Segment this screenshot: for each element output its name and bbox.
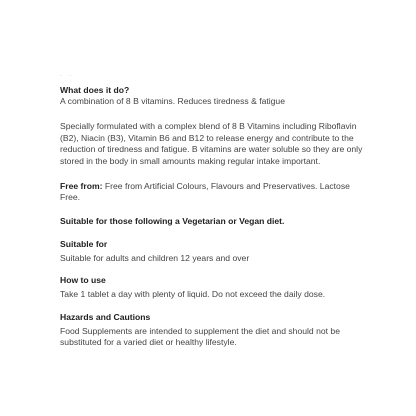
free-from-text-continued: Free. <box>60 192 81 203</box>
free-from-paragraph <box>60 181 390 192</box>
free-from-label: Free from: <box>60 181 103 192</box>
what-does-it-do-heading: What does it do? <box>60 85 130 95</box>
free-from-text: Free from Artificial Colours, Flavours and Preservatives. Lactose <box>102 181 350 192</box>
hazards-line: Food Supplements are intended to supplement the diet and should not be <box>60 325 340 336</box>
description-line: Specially formulated with a complex blend of 8 B Vitamins including Riboflavin <box>60 121 357 132</box>
description-line: stored in the body in small amounts making regular intake important. <box>60 155 321 166</box>
product-information <box>60 85 390 348</box>
hazards-heading: Hazards and Cautions <box>60 311 151 322</box>
what-does-it-do-text: A combination of 8 B vitamins. Reduces tiredness & fatigue <box>60 96 285 106</box>
how-to-use-heading: How to use <box>60 275 106 286</box>
description-line: (B2), Niacin (B3), Vitamin B6 and B12 to release energy and contribute to the <box>60 132 354 143</box>
stray-marks: . . <box>60 72 75 78</box>
how-to-use-text: Take 1 tablet a day with plenty of liquid. Do not exceed the daily dose. <box>60 289 326 300</box>
hazards-line: substituted for a varied diet or healthy lifestyle. <box>60 337 237 348</box>
suitable-diet-note: Suitable for those following a Vegetarian or Vegan diet. <box>60 215 285 226</box>
suitable-for-heading: Suitable for <box>60 238 108 249</box>
suitable-for-text: Suitable for adults and children 12 years and over <box>60 252 250 263</box>
description-line: reduction of tiredness and fatigue. B vitamins are water soluble so they are only <box>60 144 363 155</box>
